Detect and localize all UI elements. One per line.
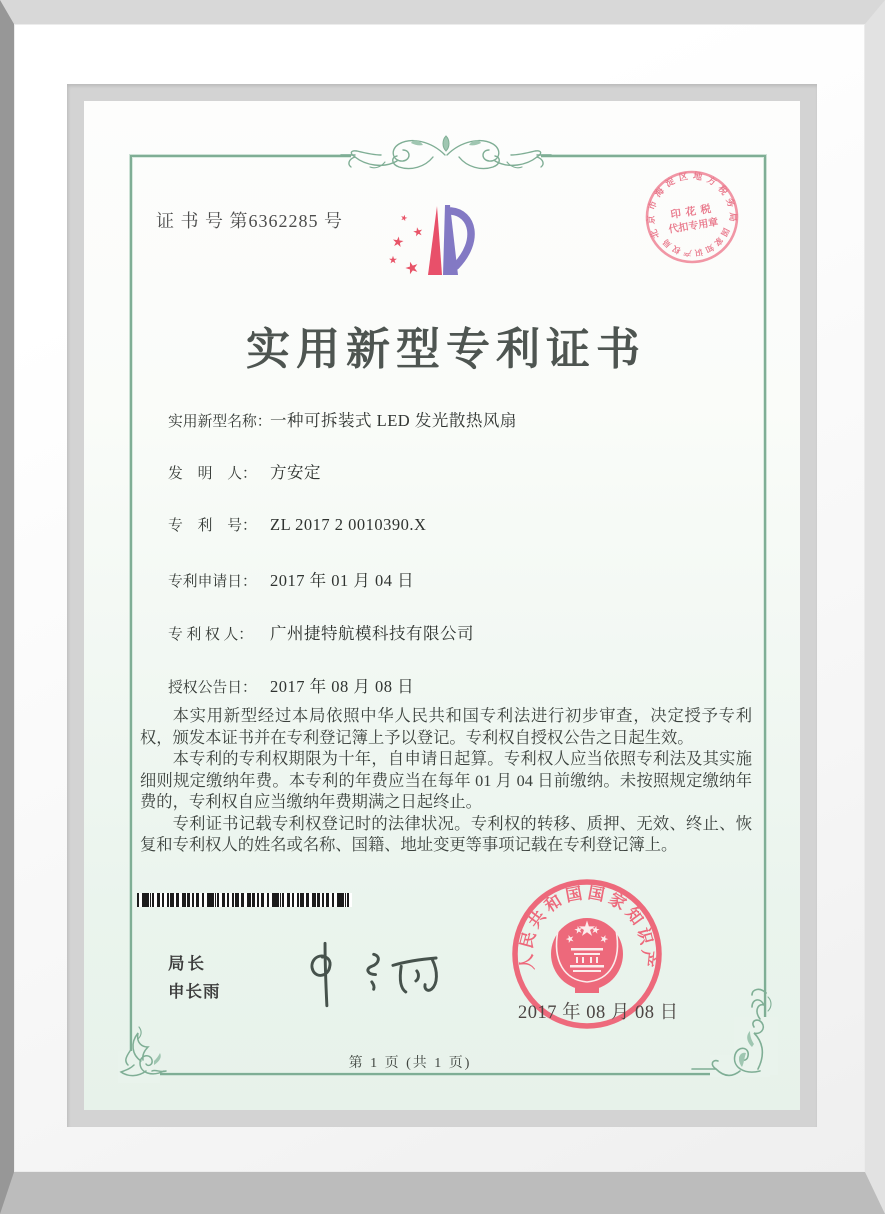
bottom-right-corner-flourish xyxy=(682,981,784,1083)
tax-stamp-center-line1: 印 花 税 xyxy=(669,203,713,222)
field-row-name xyxy=(168,407,517,431)
field-label: 专利申请日： xyxy=(168,574,257,590)
legal-body-text xyxy=(140,705,752,856)
body-paragraph-2: 本专利的专利权期限为十年，自申请日起算。专利权人应当依照专利法及其实施细则规定缴纳年费。本专利的年费应当在每年 01 月 04 日前缴纳。未按照规定缴纳年费的，专利权自应当缴纳年费期满之日起终止。 xyxy=(140,749,752,811)
barcode xyxy=(137,893,352,907)
certificate-paper xyxy=(84,101,800,1110)
field-value: 广州捷特航模科技有限公司 xyxy=(270,624,474,643)
field-value: 方安定 xyxy=(270,463,321,482)
bottom-left-corner-flourish xyxy=(108,1013,200,1091)
certificate-title: 实用新型专利证书 xyxy=(246,325,646,374)
field-label: 发 明 人： xyxy=(168,466,257,482)
frame-mat xyxy=(67,84,817,1127)
seal-date: 2017 年 08 月 08 日 xyxy=(518,1003,679,1023)
body-paragraph-3: 专利证书记载专利权登记时的法律状况。专利权的转移、质押、无效、终止、恢复和专利权人的姓名或名称、国籍、地址变更等事项记载在专利登记簿上。 xyxy=(140,813,752,854)
tax-stamp-arc-top-text: 北京市海淀区地方税务局 xyxy=(645,170,739,240)
tax-stamp-center-line2: 代扣专用章 xyxy=(667,217,720,236)
tax-stamp-seal xyxy=(635,160,749,274)
cnipa-logo xyxy=(387,202,481,289)
top-border-ornament xyxy=(335,131,557,179)
officer-title: 局长 xyxy=(168,955,207,973)
field-value: 2017 年 01 月 04 日 xyxy=(270,571,415,590)
field-label: 实用新型名称： xyxy=(168,414,272,430)
field-row-patentee xyxy=(168,620,474,644)
field-value: ZL 2017 2 0010390.X xyxy=(270,515,427,534)
field-row-patent-number xyxy=(168,514,426,535)
field-row-inventor xyxy=(168,459,321,483)
officer-signature xyxy=(290,936,450,1014)
body-paragraph-1: 本实用新型经过本局依照中华人民共和国专利法进行初步审查，决定授予专利权，颁发本证书并在专利登记簿上予以登记。专利权自授权公告之日起生效。 xyxy=(140,706,752,747)
field-label: 专 利 权 人： xyxy=(168,627,254,643)
field-row-filing-date xyxy=(168,567,414,591)
field-value: 2017 年 08 月 08 日 xyxy=(270,677,415,696)
page-footer: 第 1 页 (共 1 页) xyxy=(348,1056,472,1071)
field-label: 授权公告日： xyxy=(168,680,257,696)
tax-stamp-arc-bottom-text: 国家知识产权局 xyxy=(659,226,731,258)
national-emblem xyxy=(551,918,623,993)
picture-frame-face xyxy=(14,24,865,1172)
field-label: 专 利 号： xyxy=(168,518,257,534)
certificate-number: 证 书 号 第6362285 号 xyxy=(156,211,343,231)
field-row-grant-date xyxy=(168,673,414,697)
officer-name: 申长雨 xyxy=(168,983,221,1001)
seal-ring-text: 中华人民共和国国家知识产权局 xyxy=(498,861,658,972)
field-value: 一种可拆装式 LED 发光散热风扇 xyxy=(270,411,517,430)
logo-red-wedge xyxy=(428,206,442,275)
